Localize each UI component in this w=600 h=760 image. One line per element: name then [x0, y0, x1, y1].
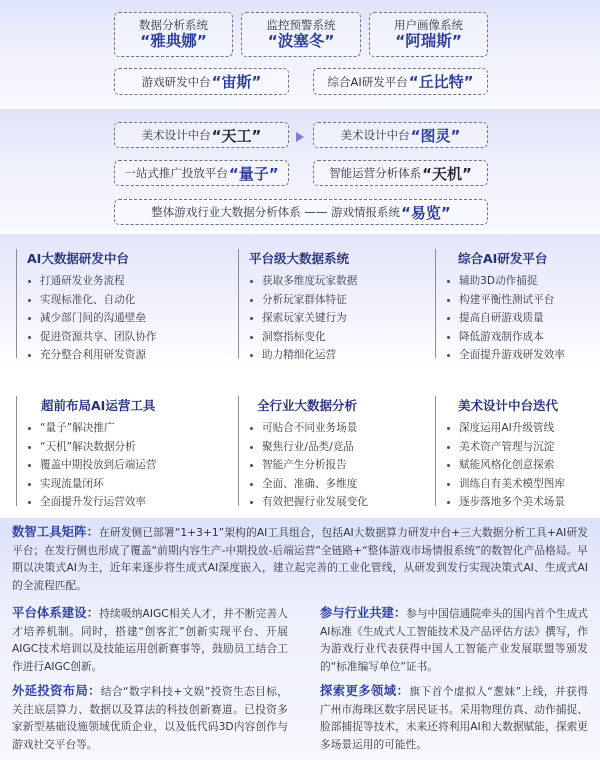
- paragraph-lead: 外延投资布局：: [12, 684, 101, 698]
- feature-title: 综合AI研发平台: [458, 251, 548, 266]
- system-label: 监控预警系统: [266, 17, 336, 32]
- system-name: “图灵”: [410, 126, 461, 145]
- system-name: “量子”: [228, 164, 279, 183]
- feature-item: 降低游戏制作成本: [446, 328, 600, 347]
- feature-item: 训练自有美术模型图库: [446, 475, 600, 494]
- paragraph-body: 参与中国信通院牵头的国内首个生成式AI标准《生成式人工智能技术及产品评估方法》撰写，作为游戏行业代表获得中国人工智能产业发展联盟等颁发的“标准编写单位”证书。: [320, 607, 588, 673]
- feature-item: 全面提升游戏研发效率: [446, 346, 600, 365]
- feature-item: 有效把握行业发展变化: [249, 493, 428, 512]
- feature-item: 充分整合利用研发资源: [27, 346, 206, 365]
- paragraph-lead: 平台体系建设：: [12, 606, 100, 620]
- feature-column-art-platform: [435, 396, 600, 509]
- system-box-poseidon: [241, 12, 361, 57]
- feature-item: 深度运用AI升级管线: [446, 419, 600, 438]
- feature-item: 洞察指标变化: [249, 328, 428, 347]
- feature-title: 美术设计中台迭代: [458, 398, 559, 413]
- feature-item: 智能产生分析报告: [249, 456, 428, 475]
- system-box-tianji: [313, 160, 488, 186]
- system-box-cupid: [313, 68, 488, 95]
- paragraph-explore: [320, 683, 588, 753]
- feature-item: 获取多维度玩家数据: [249, 272, 428, 291]
- feature-item: “天机”解决数据分析: [27, 438, 206, 457]
- feature-item: 提高自研游戏质量: [446, 309, 600, 328]
- feature-item: 全面提升发行运营效率: [27, 493, 206, 512]
- system-name: “天机”: [422, 164, 472, 183]
- feature-item: 实现流量闭环: [27, 475, 206, 494]
- feature-column-ai-data-platform: [16, 249, 206, 362]
- paragraph-tool-matrix: [12, 524, 588, 594]
- paragraph-body: 结合“数字科技+文娱”投资生态目标，关注底层算力、数据以及算法的科技创新赛道。已投资多家新型基础设施领域优质企业，以及低代码3D内容创作与游戏社交平台等。: [12, 685, 288, 751]
- system-name: “雅典娜”: [140, 32, 207, 50]
- feature-item: 覆盖中期投放到后端运营: [27, 456, 206, 475]
- paragraph-lead: 参与行业共建：: [320, 606, 407, 620]
- feature-title: 平台级大数据系统: [249, 251, 350, 266]
- system-label: 整体游戏行业大数据分析体系 —— 游戏情报系统: [151, 205, 401, 219]
- system-name: “波塞冬”: [267, 32, 335, 50]
- paragraph-body: 旗下首个虚拟人“葱妹”上线，并获得广州市海珠区数字居民证书。采用物理仿真、动作捕捉、脸部捕捉等技术，未来还将利用AI和大数据赋能，探索更多场景运用的可能性。: [320, 685, 588, 751]
- feature-item: 实现标准化、自动化: [27, 291, 206, 310]
- feature-item: 分析玩家群体特征: [249, 291, 428, 310]
- feature-item: 减少部门间的沟通壁垒: [27, 309, 206, 328]
- feature-column-industry-data: [238, 396, 428, 509]
- system-label: 智能运营分析体系: [329, 166, 422, 180]
- system-box-turing: [313, 122, 488, 148]
- feature-item: 赋能风格化创意探索: [446, 456, 600, 475]
- paragraph-industry-cobuild: [320, 605, 588, 675]
- feature-item: 打通研发业务流程: [27, 272, 206, 291]
- system-name: “天工”: [211, 126, 262, 145]
- system-label: 美术设计中台: [340, 128, 410, 142]
- system-name: “宙斯”: [211, 73, 262, 91]
- paragraph-lead: 数智工具矩阵：: [12, 525, 100, 539]
- paragraph-investment: [12, 683, 288, 753]
- feature-item: 美术资产管理与沉淀: [446, 438, 600, 457]
- system-box-yilan: [114, 199, 488, 225]
- system-box-athena: [114, 12, 233, 57]
- arrow-right-icon: [296, 132, 304, 142]
- system-label: 美术设计中台: [141, 128, 211, 142]
- system-box-ares: [369, 12, 488, 57]
- feature-title: 全行业大数据分析: [257, 398, 358, 413]
- feature-item: 助力精细化运营: [249, 346, 428, 365]
- feature-item: 聚焦行业/品类/竞品: [249, 438, 428, 457]
- feature-item: 促进资源共享、团队协作: [27, 328, 206, 347]
- system-box-zeus: [114, 68, 289, 95]
- feature-title: 超前布局AI运营工具: [41, 398, 156, 413]
- system-name: “阿瑞斯”: [395, 32, 462, 50]
- paragraph-body: 持续吸纳AIGC相关人才，并不断完善人才培养机制。同时，搭建“创客汇”创新实现平台、开展AIGC技术培训以及技能运用创新赛事等，鼓励员工结合工作进行AIGC创新。: [12, 607, 288, 673]
- system-label: 用户画像系统: [394, 17, 463, 32]
- system-name: “丘比特”: [408, 73, 474, 91]
- system-box-tiangong: [114, 122, 289, 148]
- feature-item: “量子”解决推广: [27, 419, 206, 438]
- feature-item: 可贴合不同业务场景: [249, 419, 428, 438]
- feature-item: 辅助3D动作捕捉: [446, 272, 600, 291]
- paragraph-lead: 探索更多领域：: [320, 684, 410, 698]
- system-label: 综合AI研发平台: [327, 74, 408, 89]
- paragraph-body: 在研发侧已部署“1+3+1”架构的AI工具组合，包括AI大数据算力研发中台+三大数据分析工具+AI研发平台；在发行侧也形成了覆盖“前期内容生产-中期投放-后端运营”全链路+“整体游戏市场情报系统”的数智化产品格局。早期以决策式AI为主，近年来逐步将生成式AI深度嵌入，建立起完善的工业化管线，从研发到发行实现决策式AI、生成式AI的全流程匹配。: [12, 526, 588, 592]
- feature-column-ai-ops-tools: [16, 396, 206, 509]
- feature-item: 构建平衡性测试平台: [446, 291, 600, 310]
- system-label: 一站式推广投放平台: [124, 166, 228, 180]
- feature-item: 全面、准确、多维度: [249, 475, 428, 494]
- system-label: 数据分析系统: [139, 17, 208, 32]
- paragraph-platform-building: [12, 605, 288, 675]
- feature-column-platform-data-system: [238, 249, 428, 362]
- feature-title: AI大数据研发中台: [27, 251, 129, 266]
- system-name: “易览”: [401, 203, 451, 222]
- system-label: 游戏研发中台: [141, 74, 211, 89]
- system-box-quantum: [114, 160, 289, 186]
- feature-column-ai-rd-platform: [435, 249, 600, 362]
- feature-item: 探索玩家关键行为: [249, 309, 428, 328]
- feature-item: 逐步落地多个美术场景: [446, 493, 600, 512]
